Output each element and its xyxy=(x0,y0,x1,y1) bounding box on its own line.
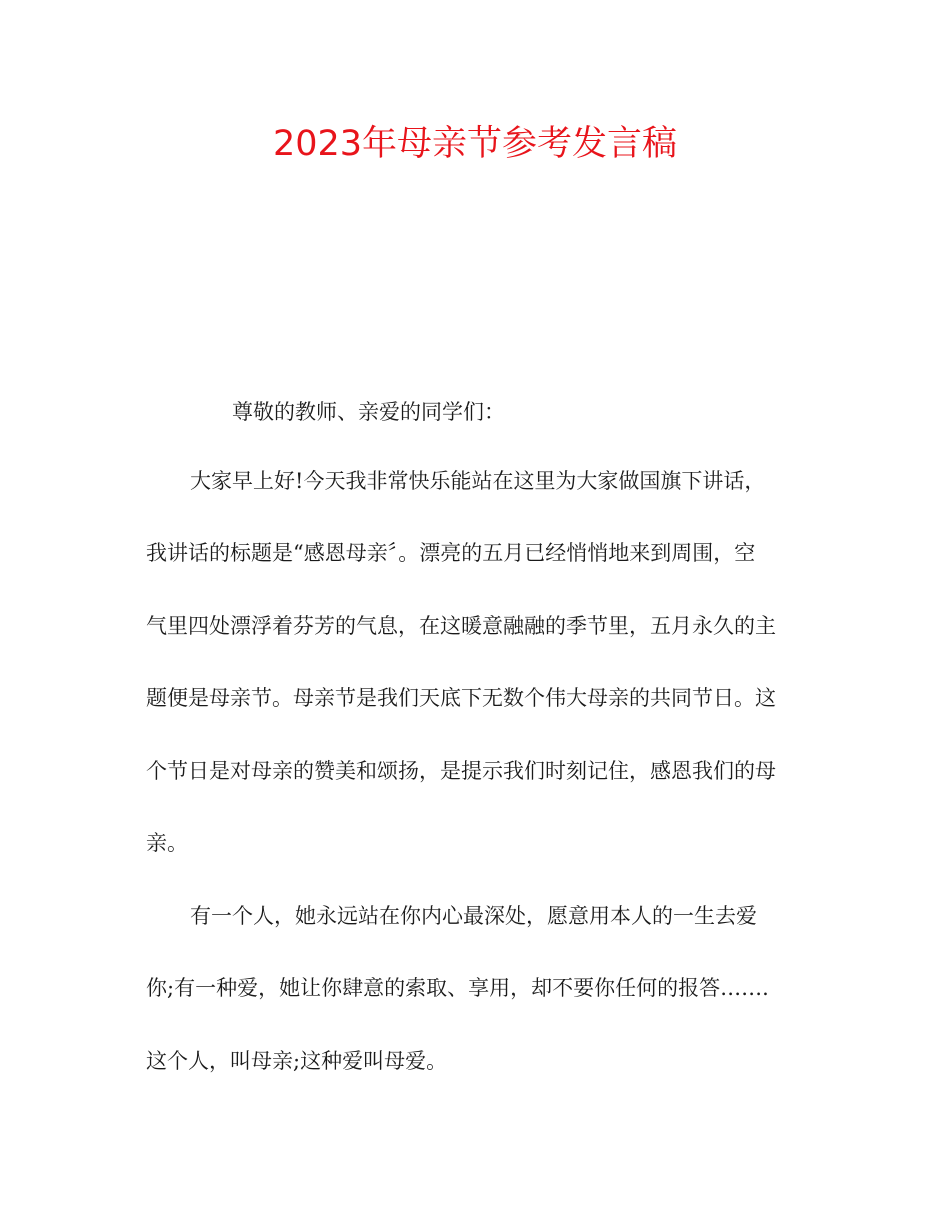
paragraph-1 xyxy=(146,463,806,863)
paragraph-line: 我讲话的标题是“感恩母亲〞。漂亮的五月已经悄悄地来到周围，空 xyxy=(146,541,756,565)
paragraph-line: 大家早上好!今天我非常快乐能站在这里为大家做国旗下讲话， xyxy=(190,469,766,493)
paragraph-line: 你;有一种爱，她让你肆意的索取、享用，却不要你任何的报答……. xyxy=(146,976,769,1000)
paragraph-line: 有一个人，她永远站在你内心最深处，愿意用本人的一生去爱 xyxy=(190,904,757,928)
document-title: 2023年母亲节参考发言稿 xyxy=(272,124,678,164)
paragraph-line: 这个人，叫母亲;这种爱叫母爱。 xyxy=(146,1049,448,1073)
paragraph-2 xyxy=(146,898,806,1098)
paragraph-line: 题便是母亲节。母亲节是我们天底下无数个伟大母亲的共同节日。这 xyxy=(146,686,776,710)
paragraph-line: 亲。 xyxy=(146,831,188,855)
salutation: 尊敬的教师、亲爱的同学们： xyxy=(232,400,505,424)
paragraph-line: 气里四处漂浮着芬芳的气息，在这暖意融融的季节里，五月永久的主 xyxy=(146,614,776,638)
paragraph-line: 个节日是对母亲的赞美和颂扬，是提示我们时刻记住，感恩我们的母 xyxy=(146,759,776,783)
